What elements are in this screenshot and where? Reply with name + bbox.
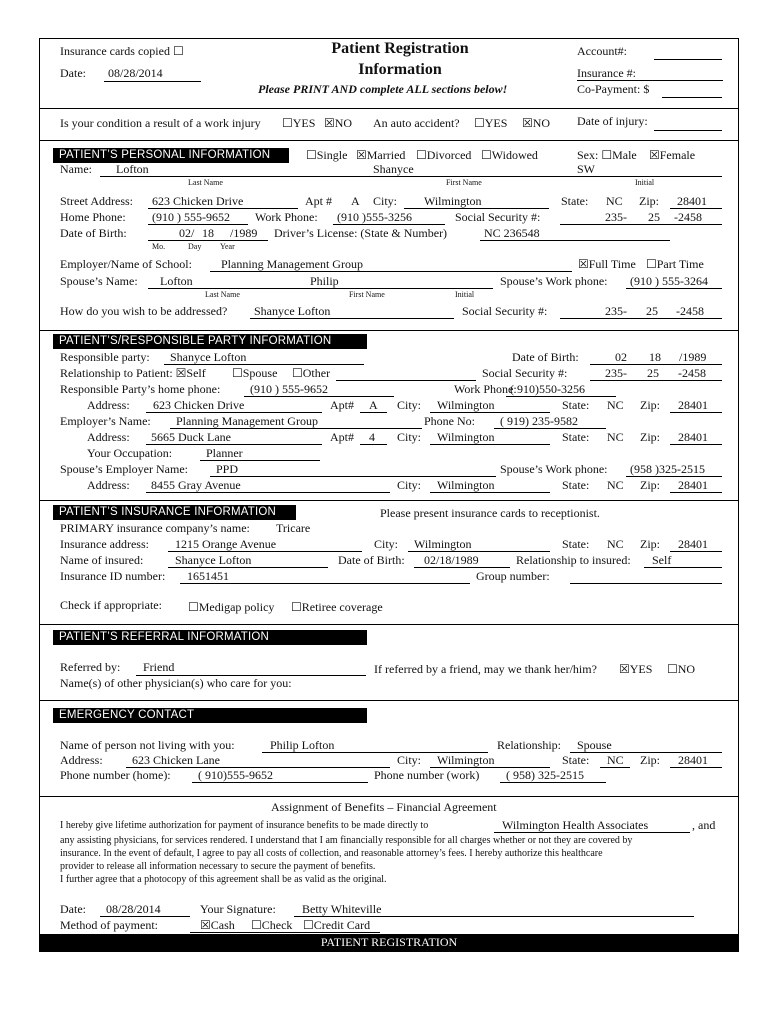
thank-referrer-no-checkbox[interactable]: ☐NO	[667, 662, 696, 676]
spouse-employer-address-value[interactable]: 8455 Gray Avenue	[151, 478, 241, 492]
zip-label: Zip:	[639, 194, 659, 208]
ssn2-part3[interactable]: -2458	[676, 304, 704, 318]
responsible-section	[40, 331, 738, 501]
spouse-name-label: Spouse’s Name:	[60, 274, 138, 288]
work-injury-question: Is your condition a result of a work injury	[60, 116, 261, 130]
rp-employer-apt-label: Apt#	[330, 430, 354, 444]
emergency-work-phone-label: Phone number (work)	[374, 768, 480, 782]
personal-info-header: PATIENT’S PERSONAL INFORMATION	[53, 148, 289, 163]
signature-value[interactable]: Betty Whiteville	[302, 902, 382, 916]
spouse-employer-zip-value[interactable]: 28401	[678, 478, 708, 492]
dob-month[interactable]: 02/	[179, 226, 195, 240]
spouse-initial-caption: Initial	[455, 290, 475, 299]
ssn-part3[interactable]: -2458	[674, 210, 702, 224]
responsible-party-header: PATIENT’S/RESPONSIBLE PARTY INFORMATION	[53, 334, 367, 349]
emergency-name-label: Name of person not living with you:	[60, 738, 235, 752]
rp-city-value[interactable]: Wilmington	[437, 398, 495, 412]
insurance-city-label: City:	[374, 537, 399, 551]
present-cards-note: Please present insurance cards to receptionist.	[380, 506, 600, 520]
rp-ssn-part3[interactable]: -2458	[678, 366, 706, 380]
initial-value[interactable]: SW	[577, 162, 595, 176]
signature-label: Your Signature:	[200, 902, 276, 916]
insured-relationship-value[interactable]: Self	[652, 553, 672, 567]
rp-relationship-other-checkbox[interactable]: ☐Other	[292, 366, 331, 380]
emergency-city-value[interactable]: Wilmington	[437, 753, 495, 767]
rp-employer-state-label: State:	[562, 430, 590, 444]
spouse-employer-city-label: City:	[397, 478, 422, 492]
insurance-company-value[interactable]: Tricare	[276, 521, 311, 535]
other-physicians-label: Name(s) of other physician(s) who care for you:	[60, 676, 292, 690]
insurance-address-value[interactable]: 1215 Orange Avenue	[175, 537, 277, 551]
rp-ssn-label: Social Security #:	[482, 366, 568, 380]
insured-dob-label: Date of Birth:	[338, 553, 405, 567]
work-injury-no-checkbox[interactable]: ☒NO	[324, 116, 353, 130]
home-phone-value[interactable]: (910 ) 555-9652	[152, 210, 230, 224]
ssn-label-2: Social Security #:	[462, 304, 548, 318]
full-time-checkbox[interactable]: ☒Full Time	[578, 257, 636, 271]
form-instruction: Please PRINT AND complete ALL sections below!	[258, 82, 508, 96]
apt-label: Apt #	[305, 194, 332, 208]
city-label: City:	[373, 194, 398, 208]
state-value[interactable]: NC	[606, 194, 623, 208]
account-field[interactable]	[654, 59, 722, 60]
work-injury-yes-checkbox[interactable]: ☐YES	[282, 116, 316, 130]
insurance-city-value[interactable]: Wilmington	[414, 537, 472, 551]
account-label: Account#:	[577, 44, 627, 58]
rp-relationship-spouse-checkbox[interactable]: ☐Spouse	[232, 366, 278, 380]
medigap-checkbox[interactable]: ☐Medigap policy	[188, 600, 275, 614]
street-address-label: Street Address:	[60, 194, 133, 208]
insured-name-label: Name of insured:	[60, 553, 144, 567]
auto-accident-question: An auto accident?	[373, 116, 460, 130]
married-checkbox[interactable]: ☒Married	[356, 148, 406, 162]
check-if-appropriate-label: Check if appropriate:	[60, 598, 162, 612]
rp-spouse-work-value[interactable]: (958 )325-2515	[630, 462, 705, 476]
first-name-value[interactable]: Shanyce	[373, 162, 414, 176]
part-time-checkbox[interactable]: ☐Part Time	[646, 257, 704, 271]
month-caption: Mo.	[152, 242, 166, 251]
rp-employer-state-value[interactable]: NC	[607, 430, 624, 444]
spouse-employer-state-value[interactable]: NC	[607, 478, 624, 492]
date-value[interactable]: 08/28/2014	[108, 66, 163, 80]
rp-zip-label: Zip:	[640, 398, 660, 412]
personal-section	[40, 141, 738, 331]
spouse-employer-label: Spouse’s Employer Name:	[60, 462, 188, 476]
payment-check-checkbox[interactable]: ☐Check	[251, 918, 293, 932]
registration-form	[39, 38, 739, 952]
footer-banner: PATIENT REGISTRATION	[40, 934, 738, 951]
rp-occupation-label: Your Occupation:	[87, 446, 173, 460]
rp-employer-label: Employer’s Name:	[60, 414, 151, 428]
emergency-address-value[interactable]: 623 Chicken Lane	[132, 753, 220, 767]
rp-occupation-value[interactable]: Planner	[206, 446, 243, 460]
city-value[interactable]: Wilmington	[424, 194, 482, 208]
emergency-state-label: State:	[562, 753, 590, 767]
rp-spouse-work-label: Spouse’s Work phone:	[500, 462, 608, 476]
ssn2-part2[interactable]: 25	[646, 304, 658, 318]
dob-label: Date of Birth:	[60, 226, 127, 240]
auto-accident-yes-checkbox[interactable]: ☐YES	[474, 116, 508, 130]
date-label: Date:	[60, 66, 86, 80]
thank-referrer-yes-checkbox[interactable]: ☒YES	[619, 662, 653, 676]
insurance-address-label: Insurance address:	[60, 537, 149, 551]
addressed-label: How do you wish to be addressed?	[60, 304, 228, 318]
insurance-id-value[interactable]: 1651451	[187, 569, 229, 583]
insurance-company-label: PRIMARY insurance company’s name:	[60, 521, 250, 535]
rp-home-phone-label: Responsible Party’s home phone:	[60, 382, 221, 396]
header-section	[40, 39, 738, 109]
retiree-coverage-checkbox[interactable]: ☐Retiree coverage	[291, 600, 383, 614]
ssn-part2[interactable]: 25	[648, 210, 660, 224]
spouse-employer-city-value[interactable]: Wilmington	[437, 478, 495, 492]
spouse-employer-value[interactable]: PPD	[216, 462, 239, 476]
emergency-relationship-label: Relationship:	[497, 738, 561, 752]
emergency-city-label: City:	[397, 753, 422, 767]
responsible-party-label: Responsible party:	[60, 350, 150, 364]
ssn-label: Social Security #:	[455, 210, 541, 224]
agreement-provider-value[interactable]: Wilmington Health Associates	[502, 818, 649, 832]
rp-ssn-part1[interactable]: 235-	[605, 366, 627, 380]
agreement-line4: provider to release all information necessary to secure the payment of benefits.	[60, 861, 376, 872]
referral-info-header: PATIENT’S REFERRAL INFORMATION	[53, 630, 367, 645]
spouse-last-caption: Last Name	[205, 290, 240, 299]
dob-year[interactable]: /1989	[230, 226, 258, 240]
spouse-last-name[interactable]: Lofton	[160, 274, 193, 288]
year-caption: Year	[220, 242, 235, 251]
name-label: Name:	[60, 162, 92, 176]
emergency-section	[40, 701, 738, 797]
insurance-zip-label: Zip:	[640, 537, 660, 551]
rp-employer-address-label: Address:	[87, 430, 130, 444]
street-address-value[interactable]: 623 Chicken Drive	[152, 194, 244, 208]
insurance-number-label: Insurance #:	[577, 66, 636, 80]
referral-section	[40, 625, 738, 701]
payment-method-label: Method of payment:	[60, 918, 158, 932]
rp-work-phone-label: Work Phone:	[454, 382, 517, 396]
spouse-employer-address-label: Address:	[87, 478, 130, 492]
spouse-first-caption: First Name	[349, 290, 385, 299]
rp-relationship-self-checkbox[interactable]: Relationship to Patient: ☒Self	[60, 366, 206, 380]
agreement-date-label: Date:	[60, 902, 86, 916]
widowed-checkbox[interactable]: ☐Widowed	[481, 148, 538, 162]
copay-label: Co-Payment: $	[577, 82, 650, 96]
rp-employer-city-value[interactable]: Wilmington	[437, 430, 495, 444]
insurance-number-field[interactable]	[577, 80, 723, 81]
insurance-cards-copied-checkbox[interactable]: Insurance cards copied ☐	[60, 44, 184, 58]
work-phone-label: Work Phone:	[255, 210, 318, 224]
rp-employer-zip-label: Zip:	[640, 430, 660, 444]
initial-caption: Initial	[635, 178, 655, 187]
form-title-line1: Patient Registration	[331, 40, 469, 57]
dob-day[interactable]: 18	[202, 226, 214, 240]
rp-state-label: State:	[562, 398, 590, 412]
rp-dob-day[interactable]: 18	[649, 350, 661, 364]
insurance-state-value[interactable]: NC	[607, 537, 624, 551]
referred-by-value[interactable]: Friend	[143, 660, 175, 674]
emergency-name-value[interactable]: Philip Lofton	[270, 738, 335, 752]
spouse-first-name[interactable]: Philip	[310, 274, 339, 288]
emergency-contact-header: EMERGENCY CONTACT	[53, 708, 367, 723]
insured-dob-value[interactable]: 02/18/1989	[424, 553, 479, 567]
emergency-address-label: Address:	[60, 753, 103, 767]
state-label: State:	[561, 194, 589, 208]
rp-employer-zip-value[interactable]: 28401	[678, 430, 708, 444]
emergency-relationship-value[interactable]: Spouse	[577, 738, 612, 752]
insurance-zip-value[interactable]: 28401	[678, 537, 708, 551]
agreement-line5: I further agree that a photocopy of this agreement shall be as valid as the original.	[60, 874, 387, 885]
agreement-section	[40, 797, 738, 935]
rp-apt-label: Apt#	[330, 398, 354, 412]
auto-accident-no-checkbox[interactable]: ☒NO	[522, 116, 551, 130]
referred-by-label: Referred by:	[60, 660, 121, 674]
rp-address-label: Address:	[87, 398, 130, 412]
home-phone-label: Home Phone:	[60, 210, 126, 224]
drivers-license-value[interactable]: NC 236548	[484, 226, 540, 240]
last-name-caption: Last Name	[188, 178, 223, 187]
sex-female-checkbox[interactable]: ☒Female	[649, 148, 696, 162]
emergency-work-phone-value[interactable]: ( 958) 325-2515	[506, 768, 584, 782]
emergency-zip-value[interactable]: 28401	[678, 753, 708, 767]
rp-work-phone-value[interactable]: ( 910)550-3256	[510, 382, 585, 396]
rp-employer-address-value[interactable]: 5665 Duck Lane	[151, 430, 231, 444]
thank-referrer-question: If referred by a friend, may we thank her/him?	[374, 662, 597, 676]
single-checkbox[interactable]: ☐Single	[306, 148, 348, 162]
work-phone-value[interactable]: (910 )555-3256	[337, 210, 412, 224]
zip-value[interactable]: 28401	[677, 194, 707, 208]
emergency-state-value[interactable]: NC	[607, 753, 624, 767]
copay-field[interactable]	[662, 97, 722, 98]
sex-male-checkbox[interactable]: Sex: ☐Male	[577, 148, 637, 162]
rp-ssn-part2[interactable]: 25	[647, 366, 659, 380]
rp-address-value[interactable]: 623 Chicken Drive	[153, 398, 245, 412]
spouse-employer-state-label: State:	[562, 478, 590, 492]
injury-date-field[interactable]	[654, 130, 722, 131]
spouse-work-phone-value[interactable]: (910 ) 555-3264	[630, 274, 708, 288]
rp-state-value[interactable]: NC	[607, 398, 624, 412]
group-number-label: Group number:	[476, 569, 550, 583]
insurance-info-header: PATIENT’S INSURANCE INFORMATION	[53, 505, 296, 520]
rp-home-phone-value[interactable]: (910 ) 555-9652	[250, 382, 328, 396]
rp-zip-value[interactable]: 28401	[678, 398, 708, 412]
rp-phone-no-label: Phone No:	[424, 414, 475, 428]
group-number-field[interactable]	[570, 583, 722, 584]
rp-apt-value[interactable]: A	[369, 398, 378, 412]
agreement-line1-end: , and	[692, 818, 716, 832]
ssn2-part1[interactable]: 235-	[605, 304, 627, 318]
drivers-license-label: Driver’s License: (State & Number)	[274, 226, 448, 240]
injury-section	[40, 109, 738, 141]
rp-city-label: City:	[397, 398, 422, 412]
rp-dob-month[interactable]: 02	[615, 350, 627, 364]
agreement-line2: any assisting physicians, for services rendered. I understand that I am financially responsible for all charges whether or not they are covered by	[60, 835, 633, 846]
addressed-value[interactable]: Shanyce Lofton	[254, 304, 331, 318]
rp-employer-apt-value[interactable]: 4	[369, 430, 375, 444]
apt-value[interactable]: A	[351, 194, 360, 208]
spouse-employer-zip-label: Zip:	[640, 478, 660, 492]
injury-date-label: Date of injury:	[577, 114, 648, 128]
spouse-work-phone-label: Spouse’s Work phone:	[500, 274, 608, 288]
payment-credit-card-checkbox[interactable]: ☐Credit Card	[303, 918, 371, 932]
employer-value[interactable]: Planning Management Group	[221, 257, 363, 271]
last-name-value[interactable]: Lofton	[116, 162, 149, 176]
rp-phone-no-value[interactable]: ( 919) 235-9582	[500, 414, 578, 428]
employer-label: Employer/Name of School:	[60, 257, 192, 271]
agreement-date-value[interactable]: 08/28/2014	[106, 902, 161, 916]
ssn-part1[interactable]: 235-	[605, 210, 627, 224]
responsible-party-value[interactable]: Shanyce Lofton	[170, 350, 247, 364]
divorced-checkbox[interactable]: ☐Divorced	[416, 148, 472, 162]
insurance-section	[40, 501, 738, 625]
agreement-line3: insurance. In the event of default, I agree to pay all costs of collection, and reasonable attorney’s fees. I hereby authorize this healthcare	[60, 848, 603, 859]
rp-employer-city-label: City:	[397, 430, 422, 444]
insured-name-value[interactable]: Shanyce Lofton	[175, 553, 252, 567]
agreement-title: Assignment of Benefits – Financial Agreement	[271, 800, 497, 814]
day-caption: Day	[188, 242, 202, 251]
payment-cash-checkbox[interactable]: ☒Cash	[200, 918, 235, 932]
first-name-caption: First Name	[446, 178, 482, 187]
insurance-state-label: State:	[562, 537, 590, 551]
rp-dob-label: Date of Birth:	[512, 350, 579, 364]
emergency-home-phone-value[interactable]: ( 910)555-9652	[198, 768, 273, 782]
emergency-home-phone-label: Phone number (home):	[60, 768, 171, 782]
insurance-id-label: Insurance ID number:	[60, 569, 166, 583]
rp-dob-year[interactable]: /1989	[679, 350, 707, 364]
rp-employer-value[interactable]: Planning Management Group	[176, 414, 318, 428]
form-title-line2: Information	[358, 61, 442, 78]
agreement-line1: I hereby give lifetime authorization for payment of insurance benefits to be made directly to	[60, 820, 429, 831]
insured-relationship-label: Relationship to insured:	[516, 553, 631, 567]
emergency-zip-label: Zip:	[640, 753, 660, 767]
